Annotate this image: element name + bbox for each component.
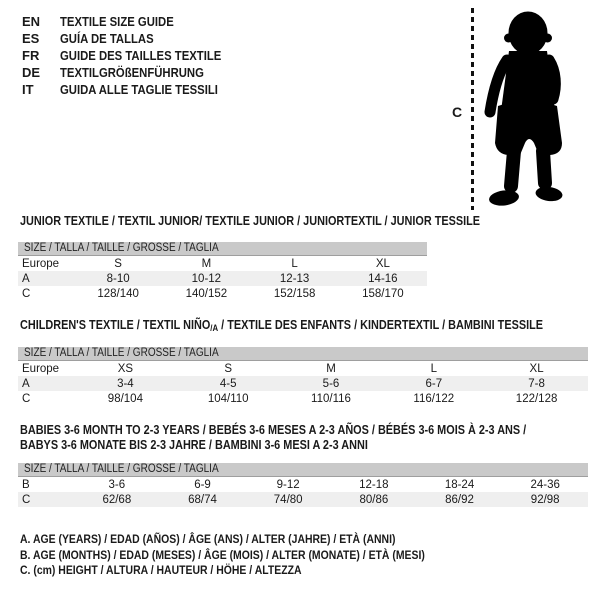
table-cell: 3-6 — [108, 478, 126, 491]
table-cell: 7-8 — [528, 377, 545, 390]
table-row — [18, 256, 427, 271]
table-row — [18, 477, 588, 492]
table-cell: 104/110 — [207, 392, 249, 405]
height-dashed-line — [471, 8, 474, 210]
table-cell: 80/86 — [359, 493, 389, 506]
language-row — [22, 47, 245, 64]
language-code: FR — [22, 48, 40, 63]
footnote-a: A. AGE (YEARS) / EDAD (AÑOS) / ÂGE (ANS) / ALTER (JAHRE) / ETÀ (ANNI) — [20, 532, 396, 546]
size-header-bar: SIZE / TALLA / TAILLE / GRÖSSE / TAGLIA — [18, 347, 588, 361]
table-cell: L — [430, 362, 437, 375]
language-code: IT — [22, 82, 34, 97]
table-cell: 24-36 — [530, 478, 560, 491]
table-row — [18, 492, 588, 507]
table-cell: 12-13 — [279, 272, 310, 285]
babies-size-table — [18, 463, 588, 507]
table-cell: 110/116 — [311, 392, 351, 405]
children-section-title: CHILDREN'S TEXTILE / TEXTIL $NIÑO_{/A}$ / TEXTILE DES ENFANTS / KINDERTEXTIL / BAMBINI TESSILE — [20, 318, 544, 333]
table-cell: L — [291, 257, 298, 270]
table-cell: XS — [117, 362, 134, 375]
language-title: TEXTILE SIZE GUIDE — [60, 14, 174, 29]
toddler-silhouette-icon — [483, 7, 585, 213]
table-row — [18, 271, 427, 286]
table-cell: 18-24 — [444, 478, 475, 491]
language-header — [22, 13, 245, 98]
table-cell: 8-10 — [106, 272, 130, 285]
table-cell: 3-4 — [117, 377, 134, 390]
table-cell: 98/104 — [107, 392, 143, 405]
table-cell: S — [114, 257, 122, 270]
language-title: GUÍA DE TALLAS — [60, 31, 154, 46]
table-cell: M — [326, 362, 336, 375]
row-label: Europe — [22, 257, 60, 270]
table-cell: S — [224, 362, 233, 375]
table-cell: 116/122 — [413, 392, 455, 405]
table-row — [18, 391, 588, 406]
table-cell: 9-12 — [276, 478, 300, 491]
table-row — [18, 361, 588, 376]
table-cell: 62/68 — [102, 493, 132, 506]
table-cell: 74/80 — [273, 493, 303, 506]
language-title: GUIDA ALLE TAGLIE TESSILI — [60, 82, 218, 97]
row-label: B — [22, 478, 30, 491]
size-header-bar: SIZE / TALLA / TAILLE / GRÖSSE / TAGLIA — [18, 463, 588, 477]
table-cell: 86/92 — [445, 493, 474, 506]
row-label: Europe — [22, 362, 60, 375]
language-code: ES — [22, 31, 40, 46]
table-cell: XL — [375, 257, 390, 270]
figure-height-label: C — [452, 104, 463, 120]
language-title: TEXTILGRÖßENFÜHRUNG — [60, 65, 204, 80]
junior-section-title: JUNIOR TEXTILE / TEXTIL JUNIOR/ TEXTILE JUNIOR / JUNIORTEXTIL / JUNIOR TESSILE — [20, 214, 481, 228]
language-row — [22, 81, 245, 98]
subscript-a: /A — [210, 323, 219, 333]
babies-section-title: BABIES 3-6 MONTH TO 2-3 YEARS / BEBÉS 3-6 MESES A 2-3 AÑOS / BÉBÉS 3-6 MOIS À 2-3 ANS / BABYS 3-6 MONATE BIS 2-3 JAHRE / BAMBINI 3-6 MESI A 2-3 ANNI — [20, 423, 527, 452]
footnotes — [20, 532, 485, 579]
table-row — [18, 376, 588, 391]
table-cell: 6-9 — [194, 478, 211, 491]
table-cell: 6-7 — [425, 377, 443, 390]
size-header-bar: SIZE / TALLA / TAILLE / GRÖSSE / TAGLIA — [18, 242, 427, 256]
table-cell: XL — [529, 362, 544, 375]
table-cell: 4-5 — [219, 377, 237, 390]
table-cell: 152/158 — [273, 287, 316, 300]
row-label: C — [22, 392, 31, 405]
table-cell: 122/128 — [515, 392, 558, 405]
footnote-c: C. (cm) HEIGHT / ALTURA / HAUTEUR / HÖHE / ALTEZZA — [20, 563, 302, 577]
row-label: A — [22, 377, 30, 390]
table-cell: 158/170 — [362, 287, 404, 300]
table-cell: M — [201, 257, 212, 270]
table-cell: 140/152 — [185, 287, 228, 300]
table-cell: 12-18 — [359, 478, 389, 491]
footnote-b: B. AGE (MONTHS) / EDAD (MESES) / ÂGE (MOIS) / ALTER (MONATE) / ETÀ (MESI) — [20, 547, 425, 562]
language-row — [22, 13, 245, 30]
table-cell: 92/98 — [530, 493, 560, 506]
language-code: EN — [22, 14, 41, 29]
table-cell: 14-16 — [368, 272, 398, 285]
table-cell: 128/140 — [97, 287, 139, 300]
language-code: DE — [22, 65, 41, 80]
language-row — [22, 30, 245, 47]
row-label: C — [22, 493, 31, 506]
language-row — [22, 64, 245, 81]
junior-size-table — [18, 242, 427, 301]
table-cell: 10-12 — [191, 272, 222, 285]
children-size-table — [18, 347, 588, 406]
table-cell: 68/74 — [188, 493, 217, 506]
table-cell: 5-6 — [322, 377, 340, 390]
row-label: C — [22, 287, 31, 300]
table-row — [18, 286, 427, 301]
language-title: GUIDE DES TAILLES TEXTILE — [60, 48, 222, 63]
row-label: A — [22, 272, 30, 285]
